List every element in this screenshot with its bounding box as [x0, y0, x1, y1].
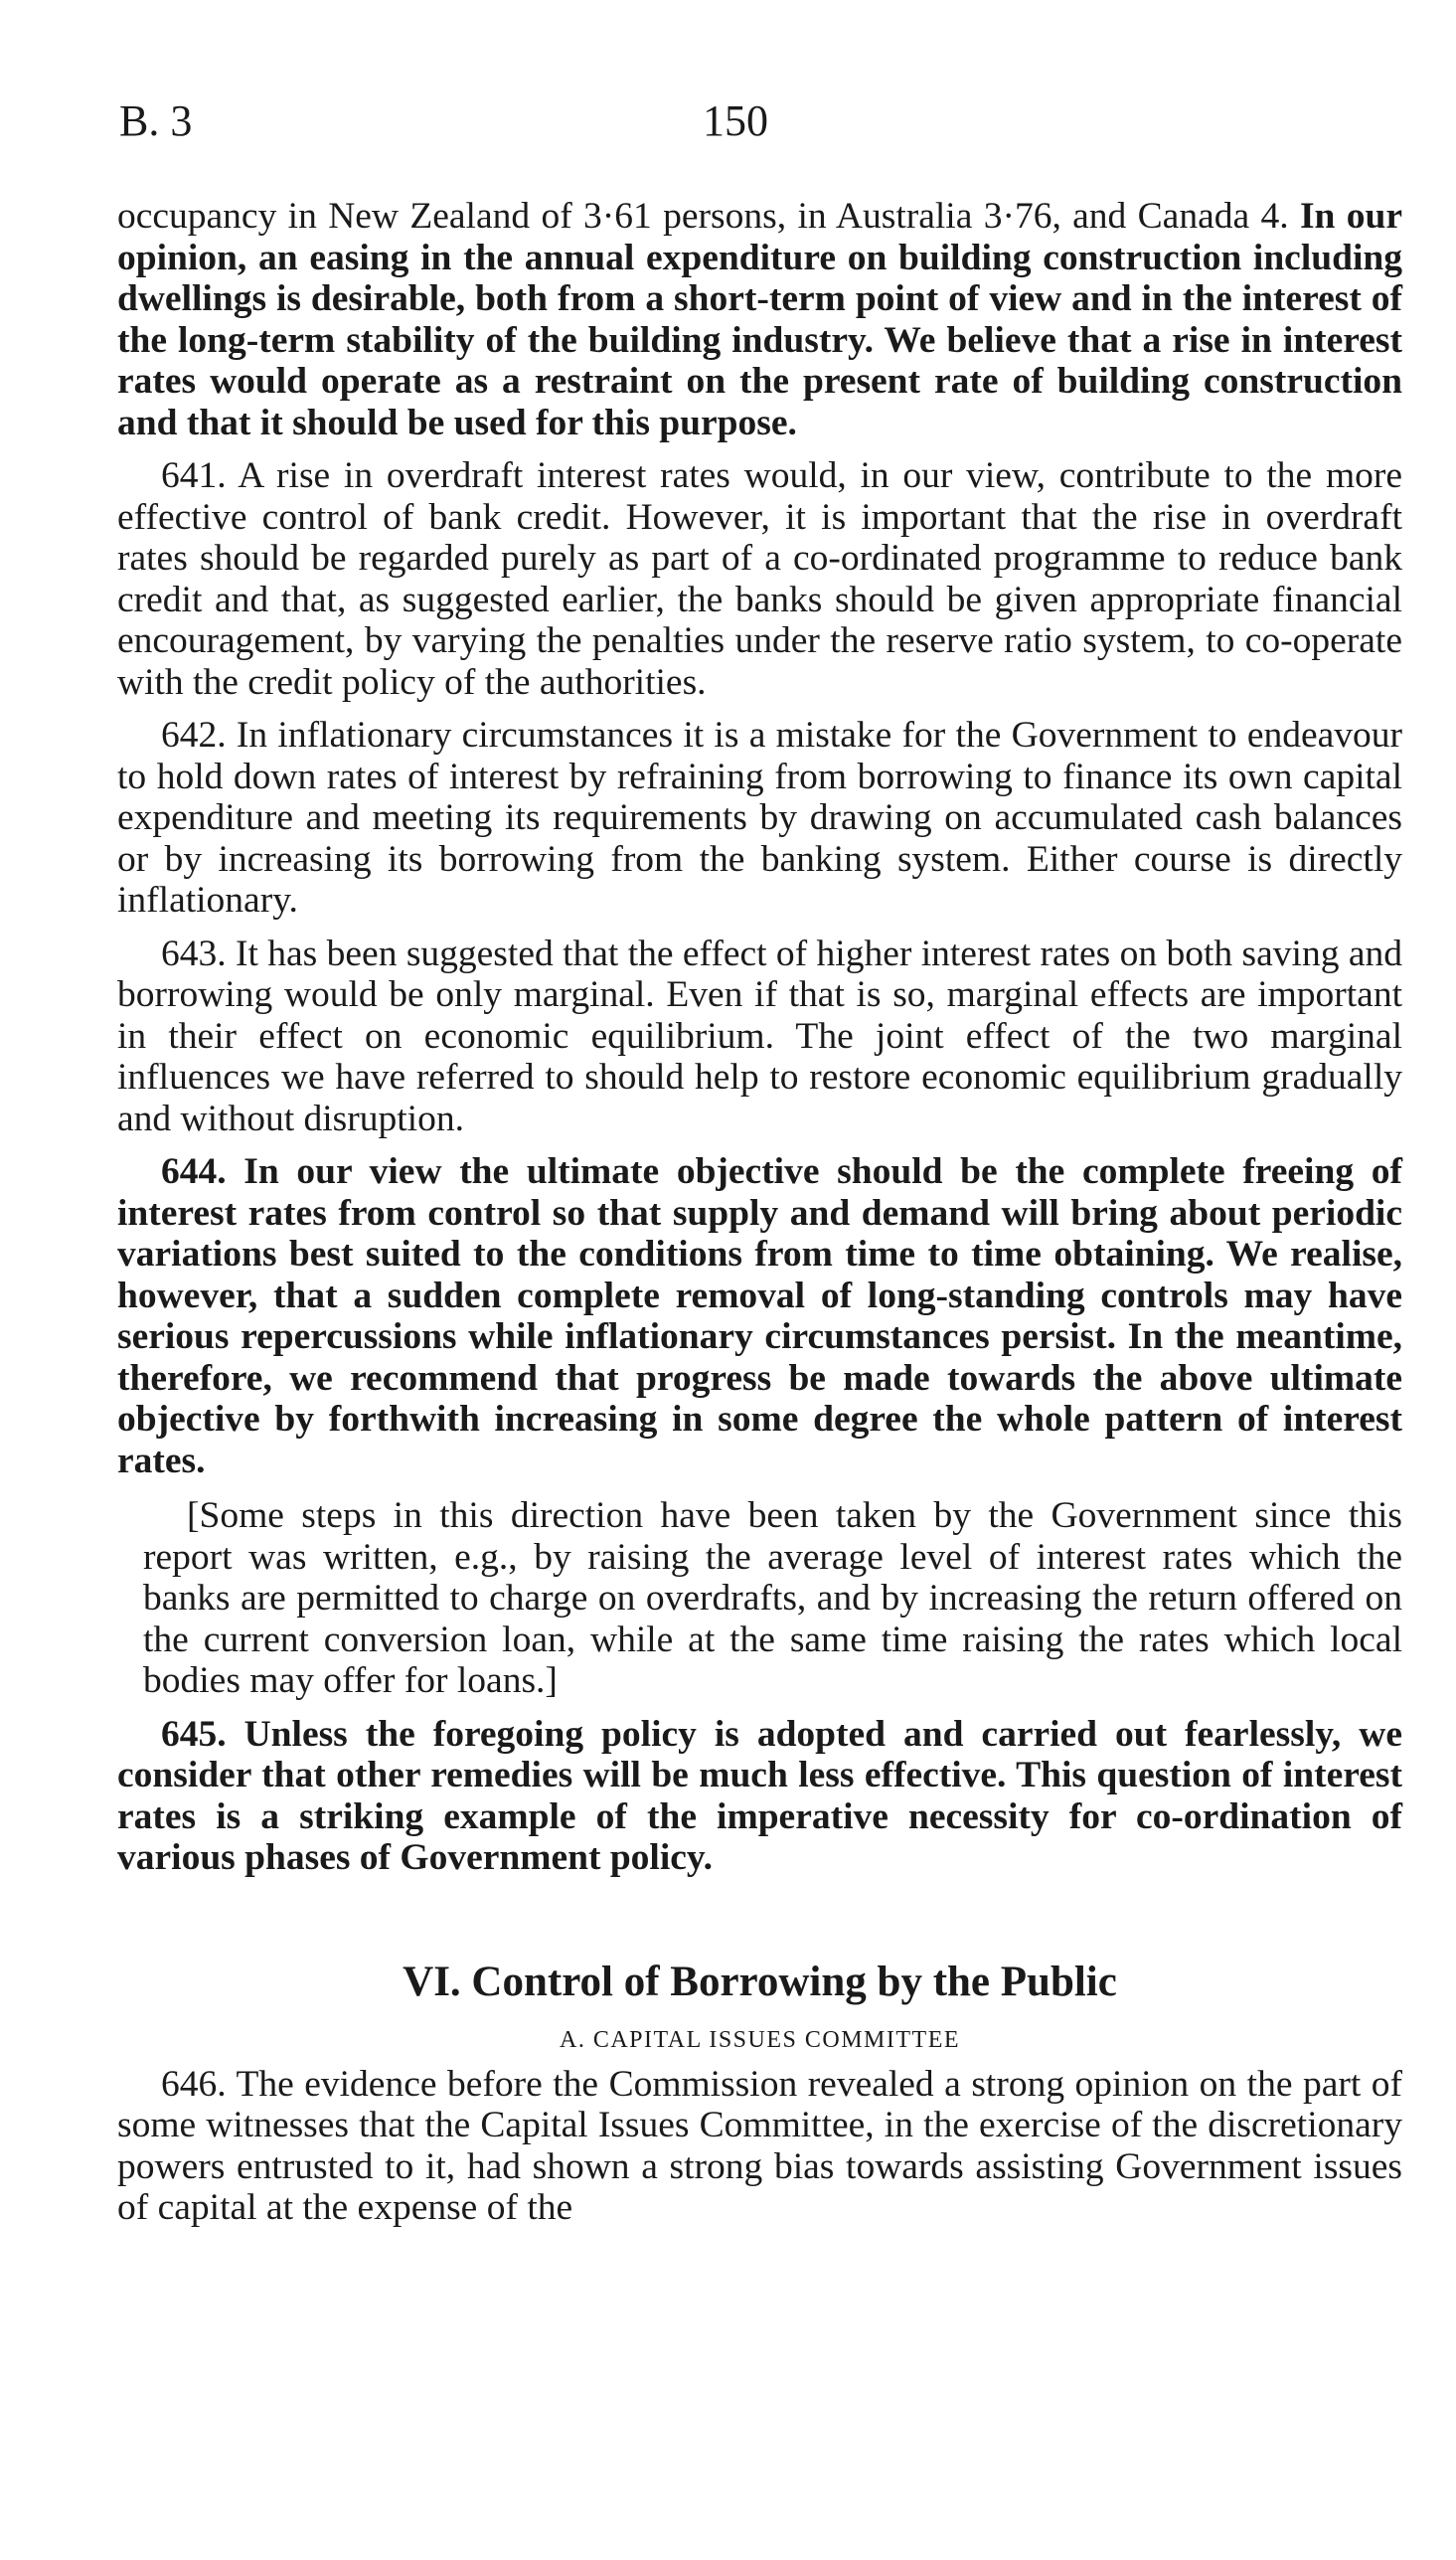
page-number: 150 [703, 96, 768, 145]
paragraph-646: 646. The evidence before the Commission revealed a strong opinion on the part of some witnesses that the Capital Issues Committee, in the exercise of the discretionary powers entrusted to it, had shown a strong bias towards assisting Government issues of capital at the expense of the [117, 2063, 1402, 2228]
document-body [117, 196, 1402, 2229]
paragraph-644: 644. In our view the ultimate objective should be the complete freeing of interest rates from control so that supply and demand will bring about periodic variations best suited to the conditions from time to time obtaining. We realise, however, that a sudden complete removal of long-standing controls may have serious repercussions while inflationary circumstances persist. In the meantime, therefore, we recommend that progress be made towards the above ultimate objective by forthwith increasing in some degree the whole pattern of interest rates. [117, 1151, 1402, 1481]
continued-text: occupancy in New Zealand of 3·61 persons, in Australia 3·76, and Canada 4. [117, 196, 1289, 237]
continued-paragraph [117, 196, 1402, 443]
paragraph-641: 641. A rise in overdraft interest rates would, in our view, contribute to the more effective control of bank credit. However, it is important that the rise in overdraft rates should be regarded purely as part of a co-ordinated programme to reduce bank credit and that, as suggested earlier, the banks should be given appropriate financial encouragement, by varying the penalties under the reserve ratio system, to co-operate with the credit policy of the authorities. [117, 455, 1402, 703]
document-reference: B. 3 [119, 96, 193, 145]
page-header [119, 91, 1401, 151]
section-heading: VI. Control of Borrowing by the Public [403, 1958, 1117, 2005]
paragraph-643: 643. It has been suggested that the effect of higher interest rates on both saving and borrowing would be only marginal. Even if that is so, marginal effects are important in their effect on economic equilibrium. The joint effect of the two marginal influences we have referred to should help to restore economic equilibrium gradually and without disruption. [117, 933, 1402, 1139]
paragraph-645: 645. Unless the foregoing policy is adopted and carried out fearlessly, we consider that other remedies will be much less effective. This question of interest rates is a striking example of the imperative necessity for co-ordination of various phases of Government policy. [117, 1713, 1402, 1878]
subsection-heading: A. CAPITAL ISSUES COMMITTEE [559, 2026, 961, 2053]
paragraph-642: 642. In inflationary circumstances it is a mistake for the Government to endeavour to hold down rates of interest by refraining from borrowing to finance its own capital expenditure and meeting its requirements by drawing on accumulated cash balances or by increasing its borrowing from the banking system. Either course is directly inflationary. [117, 715, 1402, 921]
editorial-note: [Some steps in this direction have been taken by the Government since this report was written, e.g., by raising the average level of interest rates which the banks are permitted to charge on overdrafts, and by increasing the return offered on the current conversion loan, while at the same time raising the rates which local bodies may offer for loans.] [143, 1495, 1402, 1701]
continued-bold-text: In our opinion, an easing in the annual expenditure on building construction including dwellings is desirable, both from a short-term point of view and in the interest of the long-term stability of the building industry. We believe that a rise in interest rates would operate as a restraint on the present rate of building construction and that it should be used for this purpose. [117, 196, 1403, 443]
